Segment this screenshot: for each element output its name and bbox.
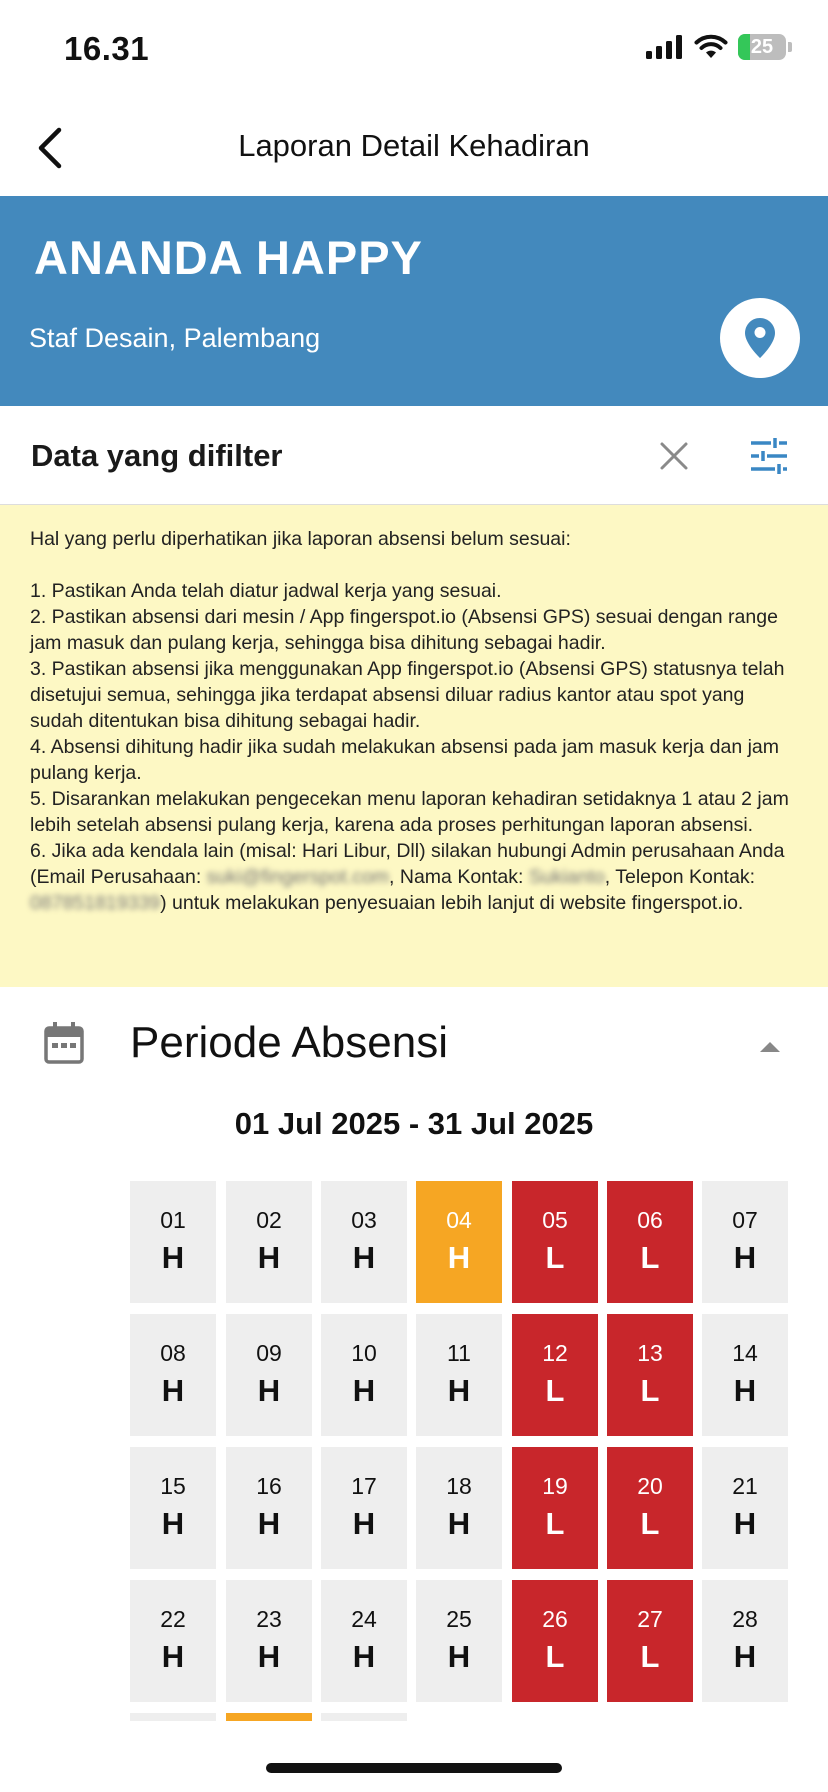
day-number: 02 xyxy=(256,1207,282,1233)
day-status: L xyxy=(545,1639,565,1674)
calendar-icon xyxy=(44,1022,84,1064)
day-number: 11 xyxy=(447,1340,471,1366)
calendar-day-cell[interactable] xyxy=(321,1447,407,1569)
contact-phone: 087851819339 xyxy=(30,892,161,914)
navigation-bar xyxy=(0,100,828,196)
status-bar xyxy=(0,0,828,100)
day-number: 26 xyxy=(542,1606,568,1632)
notice-item: 4. Absensi dihitung hadir jika sudah melakukan absensi pada jam masuk kerja dan jam pulang kerja. xyxy=(30,736,780,784)
day-number: 27 xyxy=(637,1606,663,1632)
calendar-day-cell[interactable] xyxy=(607,1447,693,1569)
day-status: H xyxy=(161,1639,185,1674)
calendar-day-cell[interactable] xyxy=(321,1181,407,1303)
day-status: L xyxy=(640,1506,660,1541)
calendar-day-cell[interactable] xyxy=(321,1580,407,1702)
day-status: H xyxy=(447,1639,471,1674)
calendar-day-cell[interactable] xyxy=(512,1181,598,1303)
day-status: H xyxy=(352,1639,376,1674)
day-number: 01 xyxy=(160,1207,186,1233)
calendar-day-cell[interactable] xyxy=(226,1181,312,1303)
day-status: H xyxy=(161,1506,185,1541)
attendance-notice xyxy=(0,505,828,987)
notice-item6-text: ) untuk melakukan penyesuaian lebih lanjut di website fingerspot.io. xyxy=(160,892,744,914)
battery-fill xyxy=(738,34,750,60)
filter-title: Data yang difilter xyxy=(31,438,283,473)
day-status: L xyxy=(640,1240,660,1275)
day-number: 15 xyxy=(160,1473,186,1499)
day-status: H xyxy=(257,1639,281,1674)
day-status: H xyxy=(161,1240,185,1275)
day-status: H xyxy=(161,1373,185,1408)
day-status: L xyxy=(640,1639,660,1674)
day-status: H xyxy=(733,1240,757,1275)
filter-row xyxy=(0,406,828,505)
day-status: H xyxy=(733,1373,757,1408)
collapse-toggle[interactable] xyxy=(752,1032,788,1062)
day-number: 09 xyxy=(256,1340,282,1366)
employee-position-location: Staf Desain, Palembang xyxy=(29,323,321,353)
employee-name: ANANDA HAPPY xyxy=(34,231,423,284)
notice-item: 3. Pastikan absensi jika menggunakan App fingerspot.io (Absensi GPS) statusnya telah disetujui semua, sehingga jika terdapat absensi diluar radius kantor atau spot yang sudah ditentukan bisa dihitung sebagai hadir. xyxy=(30,658,785,732)
day-status: L xyxy=(545,1240,565,1275)
period-section-header[interactable] xyxy=(0,1010,828,1080)
calendar-day-cell[interactable] xyxy=(130,1181,216,1303)
day-number: 23 xyxy=(256,1606,282,1632)
day-status: H xyxy=(352,1373,376,1408)
day-number: 28 xyxy=(732,1606,758,1632)
wifi-icon xyxy=(694,34,728,60)
day-status: H xyxy=(352,1240,376,1275)
day-status: H xyxy=(447,1373,471,1408)
day-status: H xyxy=(257,1240,281,1275)
day-status: L xyxy=(545,1373,565,1408)
day-number: 05 xyxy=(542,1207,568,1233)
calendar-day-cell-partial[interactable] xyxy=(226,1713,312,1721)
day-number: 04 xyxy=(446,1207,472,1233)
day-number: 25 xyxy=(446,1606,472,1632)
day-number: 14 xyxy=(732,1340,758,1366)
calendar-day-cell[interactable] xyxy=(512,1314,598,1436)
home-indicator xyxy=(266,1763,562,1773)
day-number: 24 xyxy=(351,1606,377,1632)
day-status: H xyxy=(257,1506,281,1541)
day-status: H xyxy=(733,1506,757,1541)
calendar-day-cell[interactable] xyxy=(512,1447,598,1569)
day-number: 12 xyxy=(542,1340,568,1366)
day-number: 06 xyxy=(637,1207,663,1233)
day-status: H xyxy=(447,1240,471,1275)
notice-item6-text: , Nama Kontak: xyxy=(389,866,529,888)
calendar-day-cell[interactable] xyxy=(226,1314,312,1436)
calendar-day-cell[interactable] xyxy=(226,1447,312,1569)
location-button[interactable] xyxy=(720,298,800,378)
calendar-day-cell[interactable] xyxy=(416,1314,502,1436)
battery-nub xyxy=(788,42,792,52)
calendar-day-cell[interactable] xyxy=(702,1314,788,1436)
calendar-day-cell-partial[interactable] xyxy=(130,1713,216,1721)
location-pin-icon xyxy=(744,317,776,359)
caret-up-icon xyxy=(759,1041,781,1053)
close-icon xyxy=(659,441,689,471)
day-number: 16 xyxy=(256,1473,282,1499)
calendar-day-cell[interactable] xyxy=(702,1447,788,1569)
notice-item-contact xyxy=(30,838,798,916)
notice-item6-text: , Telepon Kontak: xyxy=(604,866,756,888)
calendar-day-cell[interactable] xyxy=(607,1580,693,1702)
day-status: H xyxy=(257,1373,281,1408)
day-number: 19 xyxy=(542,1473,568,1499)
calendar-day-cell[interactable] xyxy=(321,1314,407,1436)
day-status: H xyxy=(733,1639,757,1674)
filter-settings-button[interactable] xyxy=(744,432,794,480)
calendar-day-cell[interactable] xyxy=(512,1580,598,1702)
calendar-day-cell[interactable] xyxy=(226,1580,312,1702)
calendar-day-cell[interactable] xyxy=(416,1181,502,1303)
day-number: 08 xyxy=(160,1340,186,1366)
day-number: 18 xyxy=(446,1473,472,1499)
contact-name: Sukianto xyxy=(528,866,605,888)
notice-item: 1. Pastikan Anda telah diatur jadwal kerja yang sesuai. xyxy=(30,580,502,602)
clear-filter-button[interactable] xyxy=(650,432,698,480)
calendar-day-cell[interactable] xyxy=(416,1447,502,1569)
notice-item6-text: 6. Jika ada kendala lain (misal: Hari Libur, Dll) silakan hubungi Admin perusahaan Anda (Email Perusahaan: xyxy=(30,840,785,888)
day-number: 03 xyxy=(351,1207,377,1233)
calendar-day-cell[interactable] xyxy=(702,1580,788,1702)
period-title: Periode Absensi xyxy=(130,1018,448,1067)
day-status: H xyxy=(352,1506,376,1541)
day-status: H xyxy=(447,1506,471,1541)
day-number: 22 xyxy=(160,1606,186,1632)
status-icons xyxy=(646,34,792,60)
employee-header xyxy=(0,196,828,406)
company-email: suki@fingerspot.com xyxy=(206,866,390,888)
day-number: 13 xyxy=(637,1340,663,1366)
tune-icon xyxy=(749,438,789,474)
page-title: Laporan Detail Kehadiran xyxy=(238,128,590,163)
period-range: 01 Jul 2025 - 31 Jul 2025 xyxy=(234,1106,594,1141)
day-number: 21 xyxy=(732,1473,758,1499)
day-status: L xyxy=(545,1506,565,1541)
day-number: 07 xyxy=(732,1207,758,1233)
calendar-day-cell[interactable] xyxy=(702,1181,788,1303)
calendar-day-cell[interactable] xyxy=(130,1314,216,1436)
day-number: 20 xyxy=(637,1473,663,1499)
battery-indicator xyxy=(738,34,786,60)
day-number: 10 xyxy=(351,1340,377,1366)
battery-level: 25 xyxy=(750,35,774,58)
notice-item: 2. Pastikan absensi dari mesin / App fingerspot.io (Absensi GPS) sesuai dengan range jam masuk dan pulang kerja, sehingga bisa dihitung sebagai hadir. xyxy=(30,606,778,654)
calendar-day-cell[interactable] xyxy=(607,1314,693,1436)
notice-item: 5. Disarankan melakukan pengecekan menu laporan kehadiran setidaknya 1 atau 2 jam lebih setelah absensi pulang kerja, karena ada proses perhitungan laporan absensi. xyxy=(30,788,789,836)
calendar-day-cell[interactable] xyxy=(130,1447,216,1569)
day-status: L xyxy=(640,1373,660,1408)
calendar-day-cell[interactable] xyxy=(130,1580,216,1702)
cellular-signal-icon xyxy=(646,35,684,59)
status-time: 16.31 xyxy=(64,30,150,67)
day-number: 17 xyxy=(351,1473,377,1499)
calendar-day-cell[interactable] xyxy=(607,1181,693,1303)
notice-intro: Hal yang perlu diperhatikan jika laporan absensi belum sesuai: xyxy=(30,528,571,550)
calendar-day-cell[interactable] xyxy=(416,1580,502,1702)
calendar-day-cell-partial[interactable] xyxy=(321,1713,407,1721)
